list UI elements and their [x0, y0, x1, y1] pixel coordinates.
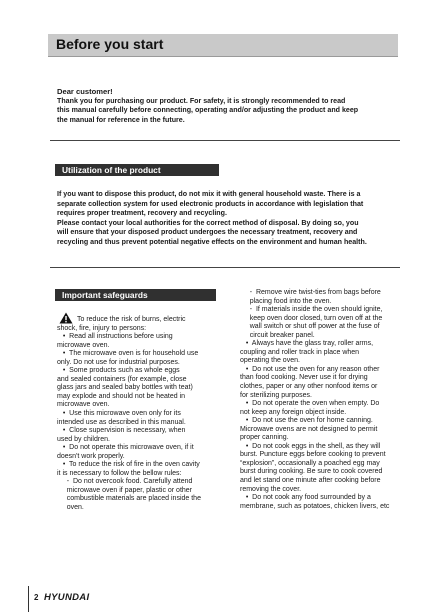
safeguard-line: burst during cooking. Be sure to cook covered — [240, 468, 383, 476]
brand-logo: HYUNDAI — [44, 592, 90, 603]
warning-line — [57, 316, 227, 325]
safeguard-line: circuit breaker panel. — [240, 331, 315, 339]
greeting: Dear customer! — [57, 87, 113, 96]
warning-text: To reduce the risk of burns, electric — [77, 316, 186, 323]
page-number: 2 — [34, 593, 39, 602]
safeguard-line: • Read all instructions before using — [57, 333, 173, 341]
safeguard-line: “explosion”, occasionally a poached egg may — [240, 459, 380, 467]
safeguard-line: • The microwave oven is for household use — [57, 350, 199, 358]
safeguard-line: than food cooking. Never use it for drying — [240, 374, 368, 382]
safeguard-line: wall switch or shut off power at the fuse of — [240, 323, 380, 331]
safeguard-line: removing the cover. — [240, 485, 302, 493]
utilization-line: If you want to dispose this product, do not mix it with general household waste. There is a — [57, 190, 361, 198]
warning-icon — [59, 312, 73, 324]
safeguard-line: proper canning. — [240, 434, 289, 442]
safeguard-line: may explode and should not be heated in — [57, 392, 186, 400]
safeguard-line: • Always have the glass tray, roller arms, — [240, 340, 374, 348]
safeguard-line: • Close supervision is necessary, when — [57, 427, 186, 435]
safeguards-left-column — [57, 316, 227, 513]
safeguard-line: membrane, such as potatoes, chicken livers, etc — [240, 502, 390, 510]
utilization-text — [57, 190, 403, 248]
safeguard-line: and let stand one minute after cooking before — [240, 477, 381, 485]
safeguard-line: • Do not use the oven for any reason other — [240, 365, 380, 373]
page-title: Before you start — [56, 36, 164, 52]
safeguard-line: coupling and roller track in place when — [240, 348, 360, 356]
utilization-line: separate collection system for used electronic products in accordance with legislation that — [57, 199, 364, 208]
safeguard-line: - If materials inside the oven should ignite, — [240, 306, 383, 314]
safeguard-line: oven. — [57, 504, 84, 512]
divider — [50, 140, 400, 141]
safeguards-heading: Important safeguards — [55, 289, 216, 301]
safeguard-line: • Do not operate this microwave oven, if it — [57, 444, 194, 452]
intro-text — [57, 97, 403, 126]
safeguard-line: and sealed containers (for example, close — [57, 375, 187, 383]
safeguard-line: • Use this microwave oven only for its — [57, 410, 181, 418]
utilization-line: requires proper treatment, recovery and recycling. — [57, 209, 227, 218]
footer-divider — [28, 586, 29, 612]
safeguard-line: glass jars and sealed baby bottles with teat) — [57, 384, 193, 392]
safeguard-line: intended use as described in this manual. — [57, 418, 186, 426]
safeguard-line: • To reduce the risk of fire in the oven cavity — [57, 461, 200, 469]
safeguard-line: operating the oven. — [240, 357, 300, 365]
safeguard-line: only. Do not use for industrial purposes. — [57, 358, 180, 366]
safeguard-line: placing food into the oven. — [240, 297, 332, 305]
safeguard-line: • Do not operate the oven when empty. Do — [240, 400, 380, 408]
safeguard-line: Microwave ovens are not designed to permit — [240, 425, 378, 433]
safeguard-line: for sterilizing purposes. — [240, 391, 312, 399]
safeguard-line: • Some products such as whole eggs — [57, 367, 180, 375]
safeguard-line: burst. Puncture eggs before cooking to prevent — [240, 451, 386, 459]
safeguard-line: keep oven door closed, turn oven off at the — [240, 314, 383, 322]
safeguard-line: microwave oven. — [57, 401, 110, 409]
utilization-line: Please contact your local authorities for the correct method of disposal. By doing so, you — [57, 218, 359, 227]
safeguard-line: microwave oven if paper, plastic or other — [57, 486, 193, 494]
safeguard-line: doesn't work properly. — [57, 452, 125, 460]
intro-section — [57, 87, 403, 125]
footer — [0, 586, 437, 612]
utilization-line: recycling and thus prevent potential negative effects on the environment and human health. — [57, 237, 367, 246]
safeguard-line: it is necessary to follow the bellow rules: — [57, 469, 182, 477]
safeguard-line: - Do not overcook food. Carefully attend — [57, 478, 193, 486]
safeguard-line: shock, fire, injury to persons: — [57, 324, 147, 332]
intro-line: the manual for reference in the future. — [57, 115, 185, 124]
safeguard-line: • Do not use the oven for home canning. — [240, 417, 373, 425]
safeguard-line: combustible materials are placed inside the — [57, 495, 201, 503]
safeguards-right-column — [240, 289, 410, 511]
safeguard-line: - Remove wire twist-ties from bags before — [240, 289, 381, 296]
divider — [50, 267, 400, 268]
safeguard-line: • Do not cook any food surrounded by a — [240, 494, 371, 502]
safeguard-line: microwave oven. — [57, 341, 110, 349]
intro-line: this manual carefully before connecting, operating and/or adjusting the product and keep — [57, 106, 359, 115]
page-title-bar — [48, 34, 398, 57]
intro-line: Thank you for purchasing our product. For safety, it is strongly recommended to read — [57, 96, 346, 105]
utilization-line: will ensure that your disposed product undergoes the necessary treatment, recovery and — [57, 228, 358, 237]
safeguard-line: not keep any foreign object inside. — [240, 408, 347, 416]
safeguard-line: • Do not cook eggs in the shell, as they will — [240, 442, 381, 450]
safeguard-line: used by children. — [57, 435, 110, 443]
utilization-heading: Utilization of the product — [55, 164, 219, 176]
safeguard-line: clothes, paper or any other nonfood items or — [240, 383, 378, 391]
